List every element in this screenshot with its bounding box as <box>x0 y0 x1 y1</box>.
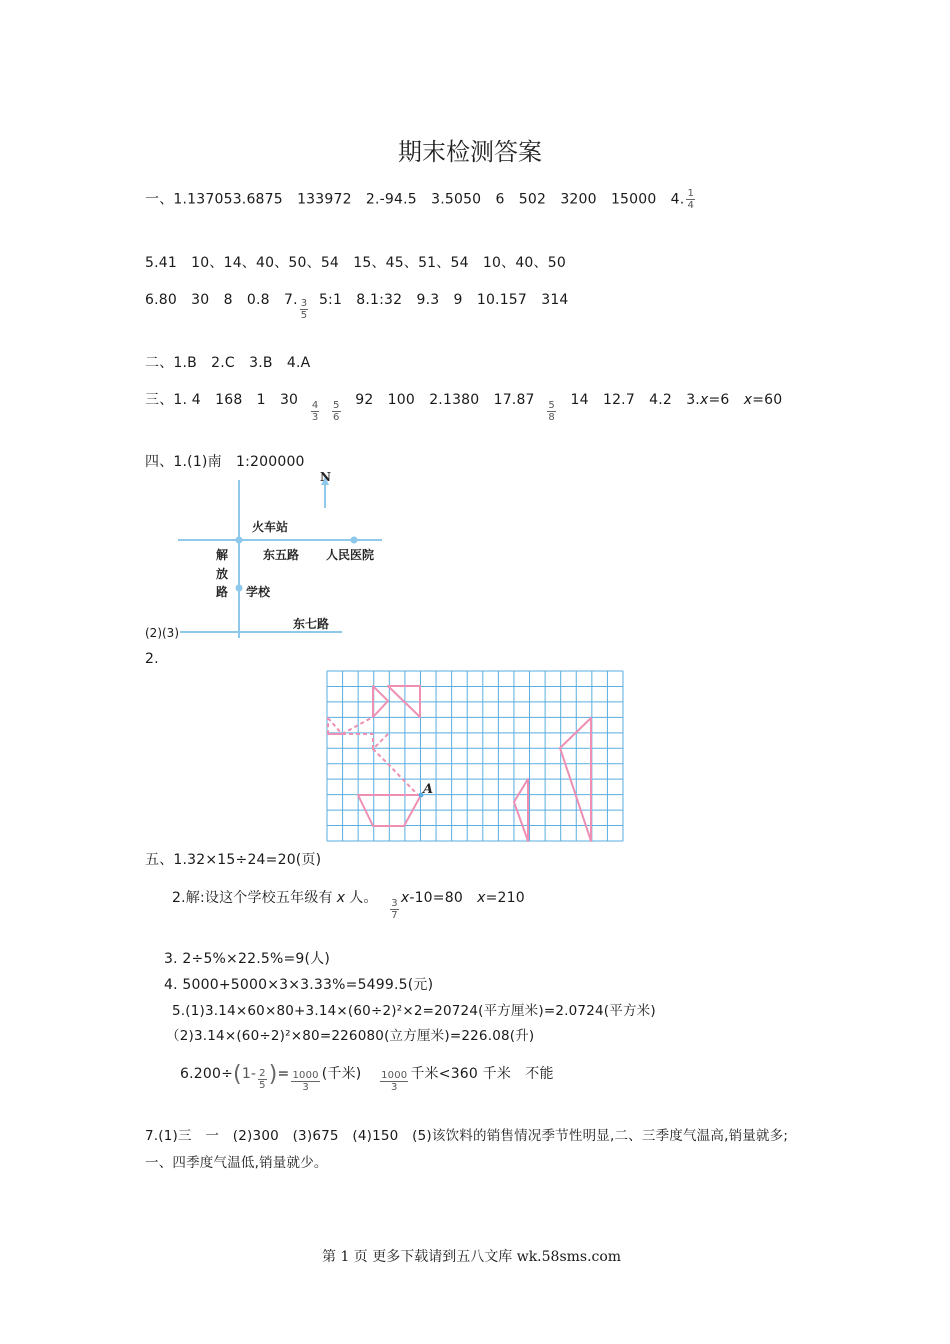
paren-content: 1- <box>241 1066 257 1082</box>
fraction <box>258 1068 267 1091</box>
sec5-line2-c: -10=80 <box>409 890 478 906</box>
var-x: x <box>477 890 486 906</box>
jiefang-char-3: 路 <box>216 585 229 599</box>
frac-den: 3 <box>390 1082 398 1093</box>
equals: = <box>277 1066 290 1082</box>
var-x: x <box>699 392 709 408</box>
jiefang-char-1: 解 <box>216 548 229 562</box>
fraction <box>390 898 399 921</box>
sec5-line5: 5.(1)3.14×60×80+3.14×(60÷2)²×2=20724(平方厘米)=2.0724(平方米) <box>172 1003 656 1019</box>
frac-den: 3 <box>311 412 319 423</box>
frac-num: 2 <box>259 1068 266 1079</box>
sec3-eq2: =60 <box>752 392 783 408</box>
shape-dashed-line-2 <box>342 734 373 749</box>
fraction <box>547 400 556 423</box>
hospital-dot <box>351 537 358 544</box>
sec5-line8: 7.(1)三 一 (2)300 (3)675 (4)150 (5)该饮料的销售情况季节性明显,二、三季度气温高,销量就多; <box>145 1128 789 1144</box>
fraction <box>291 1070 319 1093</box>
frac-den: 3 <box>302 1082 309 1093</box>
north-label: N <box>320 470 331 484</box>
fraction <box>380 1070 408 1093</box>
sec5-line9: 一、四季度气温低,销量就少。 <box>145 1155 328 1171</box>
station-dot <box>236 537 243 544</box>
grid-figure <box>326 670 624 844</box>
sec3-part-a: 三、1. 4 168 1 30 <box>145 392 299 408</box>
frac-den: 4 <box>687 200 695 211</box>
sec5-line1: 五、1.32×15÷24=20(页) <box>145 852 322 868</box>
sec5-line7-a: 6.200÷ <box>180 1066 234 1082</box>
frac-num: 4 <box>311 400 319 411</box>
sec5-line4: 4. 5000+5000×3×3.33%=5499.5(元) <box>164 977 434 993</box>
sec5-line3: 3. 2÷5%×22.5%=9(人) <box>164 951 331 967</box>
sec1-line3a: 6.80 30 8 0.8 7. <box>145 292 298 308</box>
fraction <box>332 400 341 423</box>
shape-dashed-small <box>328 718 342 734</box>
fraction <box>311 400 320 423</box>
east5-label: 东五路 <box>263 548 300 562</box>
fraction <box>300 298 309 321</box>
var-x: x <box>743 392 753 408</box>
station-label: 火车站 <box>252 520 289 534</box>
frac-num: 3 <box>391 898 398 909</box>
school-dot <box>236 585 243 592</box>
frac-num: 1000 <box>381 1070 408 1081</box>
sec3-eq1: =6 <box>708 392 744 408</box>
frac-num: 1000 <box>292 1070 319 1081</box>
sec2-line: 二、1.B 2.C 3.B 4.A <box>145 355 311 371</box>
frac-num: 1 <box>687 188 695 199</box>
frac-num: 5 <box>333 400 340 411</box>
east7-label: 东七路 <box>293 617 330 631</box>
frac-den: 7 <box>391 910 398 921</box>
sec5-line2-d: =210 <box>485 890 525 906</box>
sec5-line6: （2)3.14×(60÷2)²×80=226080(立方厘米)=226.08(升) <box>166 1028 535 1044</box>
road-map-figure <box>170 468 390 643</box>
var-x: x <box>400 890 410 906</box>
sec5-line2 <box>172 887 525 921</box>
left-paren: ( <box>233 1062 242 1087</box>
sec3-part-b: 92 100 2.1380 17.87 <box>355 392 535 408</box>
frac-num: 5 <box>548 400 555 411</box>
sec5-line2-a: 2.解:设这个学校五年级有 <box>172 890 333 906</box>
school-label: 学校 <box>246 585 271 599</box>
sec3-part-c: 14 12.7 4.2 3. <box>570 392 700 408</box>
sec5-line2-b: 人。 <box>349 890 378 906</box>
sec4-line1: 四、1.(1)南 1:200000 <box>145 454 305 470</box>
shape-dashed-rotation <box>373 734 418 795</box>
sec1-line2: 5.41 10、14、40、50、54 15、45、51、54 10、40、50 <box>145 255 566 271</box>
jiefang-char-2: 放 <box>216 567 229 581</box>
frac-den: 5 <box>259 1080 266 1091</box>
point-a-label: A <box>423 782 434 797</box>
hospital-label: 人民医院 <box>326 548 375 562</box>
sec1-line1-text: 一、1.137053.6875 133972 2.-94.5 3.5050 6 502 3200 15000 4. <box>145 191 685 208</box>
sec5-line7-c: 千米<360 千米 不能 <box>410 1066 554 1082</box>
sec4-part2: 2. <box>145 651 159 667</box>
sec1-line3b: 5:1 8.1:32 9.3 9 10.157 314 <box>318 292 569 308</box>
grid-lines <box>327 671 623 841</box>
page-title: 期末检测答案 <box>398 138 542 166</box>
frac-den: 5 <box>300 310 308 321</box>
sec1-line1 <box>145 188 697 211</box>
sec1-line3 <box>145 289 569 321</box>
sec4-part23: (2)(3) <box>145 626 179 640</box>
sec3-line <box>145 389 782 423</box>
var-x: x <box>336 890 346 906</box>
frac-den: 8 <box>548 412 555 423</box>
fraction <box>686 188 695 211</box>
right-paren: ) <box>268 1062 278 1087</box>
page-footer: 第 1 页 更多下载请到五八文库 wk.58sms.com <box>322 1249 622 1265</box>
frac-num: 3 <box>300 298 308 309</box>
frac-den: 6 <box>333 412 340 423</box>
sec5-line7-b: (千米) <box>321 1066 362 1082</box>
sec5-line7 <box>180 1062 554 1093</box>
